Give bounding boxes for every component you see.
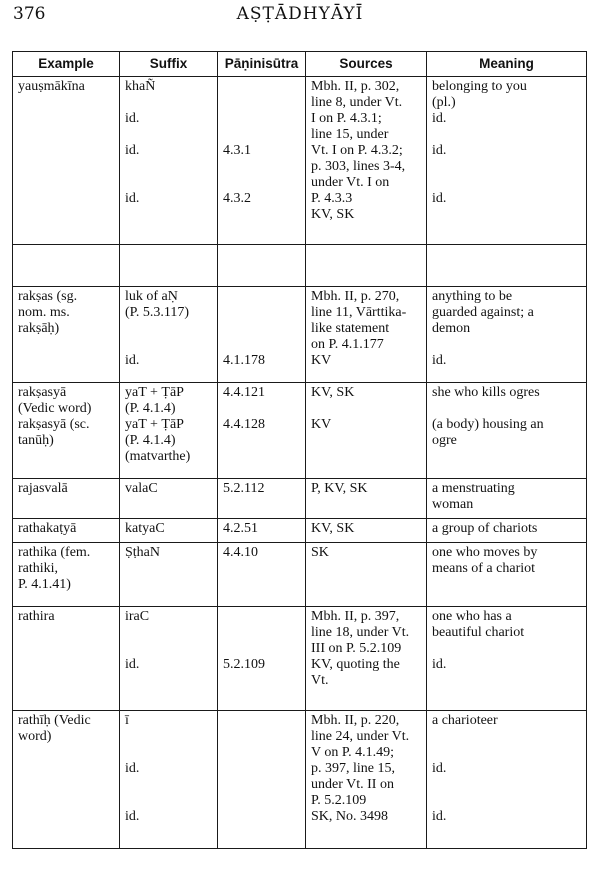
cell-line: rakṣas (sg. [18,289,78,304]
cell-line [125,159,212,175]
cell-line: (Vedic word) [18,401,92,416]
cell-meaning [427,77,587,245]
cell-line [223,321,300,337]
cell-meaning [427,519,587,543]
cell-sources [306,519,427,543]
cell-line: nom. ms. [18,305,70,320]
cell-example [13,479,120,519]
cell-line: Vt. I on P. 4.3.2; [311,143,403,158]
table-row [13,245,587,287]
cell-line: rathira [18,609,55,624]
cell-line: line 8, under Vt. [311,95,403,110]
cell-line [125,793,212,809]
cell-suffix [120,77,218,245]
cell-meaning [427,711,587,849]
cell-line: 4.4.10 [223,545,258,560]
cell-example [13,77,120,245]
cell-line: SK, No. 3498 [311,809,389,824]
cell-line: ṢṭhaN [125,545,160,560]
cell-line: id. [125,657,140,672]
cell-sutra [218,383,306,479]
cell-line [223,79,300,95]
cell-sutra [218,287,306,383]
cell-meaning [427,543,587,607]
cell-line: id. [125,761,140,776]
cell-line [125,745,212,761]
cell-line: (P. 5.3.117) [125,305,190,320]
running-title: AṢṬĀDHYĀYĪ [236,4,364,24]
cell-line [223,401,300,417]
cell-line: under Vt. I on [311,175,390,190]
cell-line: one who moves by [432,545,538,560]
cell-line: 4.3.2 [223,191,251,206]
cell-line [432,793,581,809]
cell-line [125,321,212,337]
table-row [13,77,587,245]
table-row [13,383,587,479]
column-header-sutra: Pāṇinisūtra [218,52,306,77]
cell-line [18,143,114,159]
cell-line: means of a chariot [432,561,536,576]
cell-line [18,159,114,175]
page-number: 376 [13,4,46,24]
table-row [13,711,587,849]
cell-line [223,95,300,111]
cell-line: Mbh. II, p. 397, [311,609,400,624]
cell-line [432,777,581,793]
cell-line: line 18, under Vt. [311,625,410,640]
cell-sutra [218,519,306,543]
cell-example [13,245,120,287]
cell-line: 4.1.178 [223,353,265,368]
cell-line [311,247,421,263]
cell-line: P. 5.2.109 [311,793,367,808]
cell-line: Mbh. II, p. 220, [311,713,400,728]
column-header-meaning: Meaning [427,52,587,77]
cell-line [223,127,300,143]
cell-line: 4.2.51 [223,521,258,536]
cell-line: iraC [125,609,150,624]
cell-sources [306,479,427,519]
table-row [13,543,587,607]
cell-line [432,159,581,175]
cell-line [18,247,114,263]
cell-line: id. [125,809,140,824]
table-row [13,287,587,383]
cell-line: id. [432,111,447,126]
cell-line: yaT + ṬāP [125,417,184,432]
cell-line: 4.4.128 [223,417,265,432]
cell-line: id. [432,761,447,776]
cell-line [18,337,114,353]
cell-line: p. 303, lines 3-4, [311,159,406,174]
cell-suffix [120,519,218,543]
cell-line: P. 4.1.41) [18,577,71,592]
cell-line [311,401,421,417]
cell-line: P, KV, SK [311,481,368,496]
cell-line: katyaC [125,521,165,536]
cell-line: id. [432,809,447,824]
table-row [13,519,587,543]
cell-line: id. [432,353,447,368]
cell-line: a charioteer [432,713,498,728]
cell-line: (P. 4.1.4) [125,401,176,416]
table-row [13,607,587,711]
cell-line: yauṣmākīna [18,79,85,94]
table-row [13,479,587,519]
table-header-row [13,52,587,77]
cell-line: 5.2.112 [223,481,265,496]
cell-example [13,383,120,479]
cell-line: she who kills ogres [432,385,540,400]
cell-line [432,641,581,657]
cell-line [432,247,581,263]
cell-line: on P. 4.1.177 [311,337,384,352]
cell-line: (pl.) [432,95,456,110]
cell-example [13,543,120,607]
cell-line: rakṣāḥ) [18,321,60,336]
cell-sources [306,711,427,849]
cell-sources [306,383,427,479]
cell-line: SK [311,545,329,560]
cell-line: KV, quoting the [311,657,400,672]
cell-line [125,247,212,263]
suffix-table [12,51,587,849]
cell-line: 4.4.121 [223,385,265,400]
cell-line [223,111,300,127]
cell-line: valaC [125,481,158,496]
cell-line [125,625,212,641]
cell-line [125,641,212,657]
cell-line: belonging to you [432,79,527,94]
cell-line: Mbh. II, p. 302, [311,79,400,94]
cell-line: ogre [432,433,457,448]
cell-line [125,95,212,111]
cell-line: (P. 4.1.4) [125,433,176,448]
cell-line: a menstruating [432,481,515,496]
cell-line: anything to be [432,289,513,304]
cell-line: ī [125,713,129,728]
column-header-suffix: Suffix [120,52,218,77]
cell-meaning [427,479,587,519]
cell-line [432,729,581,745]
cell-sources [306,543,427,607]
cell-line [223,247,300,263]
cell-line [432,175,581,191]
cell-line [125,337,212,353]
cell-line [125,175,212,191]
cell-suffix [120,711,218,849]
cell-sutra [218,245,306,287]
cell-line: rathīḥ (Vedic [18,713,91,728]
cell-line [223,175,300,191]
cell-line: III on P. 5.2.109 [311,641,402,656]
cell-line: line 24, under Vt. [311,729,410,744]
cell-sources [306,287,427,383]
cell-line: id. [125,353,140,368]
cell-sutra [218,711,306,849]
cell-line: P. 4.3.3 [311,191,353,206]
cell-line: under Vt. II on [311,777,394,792]
cell-sutra [218,479,306,519]
cell-line: rathakaṭyā [18,521,77,536]
cell-sutra [218,607,306,711]
cell-line [18,127,114,143]
cell-sutra [218,543,306,607]
cell-line: khaÑ [125,79,156,94]
cell-sources [306,77,427,245]
cell-line: KV, SK [311,385,355,400]
cell-suffix [120,383,218,479]
cell-line: KV [311,353,332,368]
cell-line: Mbh. II, p. 270, [311,289,400,304]
cell-example [13,519,120,543]
cell-line: demon [432,321,471,336]
cell-line [125,777,212,793]
cell-line: p. 397, line 15, [311,761,395,776]
cell-line: rakṣasyā [18,385,67,400]
cell-line: 5.2.109 [223,657,265,672]
cell-line: id. [432,657,447,672]
cell-sources [306,245,427,287]
cell-meaning [427,607,587,711]
table-body [13,77,587,849]
cell-line: id. [432,143,447,158]
cell-sutra [218,77,306,245]
cell-line [18,95,114,111]
cell-line [18,111,114,127]
cell-line: tanūḥ) [18,433,54,448]
cell-line: yaT + ṬāP [125,385,184,400]
cell-line [223,289,300,305]
cell-line: rathiki, [18,561,59,576]
cell-suffix [120,245,218,287]
cell-line [223,337,300,353]
cell-sources [306,607,427,711]
cell-line: id. [125,111,140,126]
cell-line [432,337,581,353]
cell-line: a group of chariots [432,521,538,536]
cell-line: line 11, Vārttika- [311,305,407,320]
cell-line [223,641,300,657]
cell-example [13,607,120,711]
cell-line: KV, SK [311,521,355,536]
cell-line [18,353,114,369]
cell-line: rakṣasyā (sc. [18,417,90,432]
cell-line [223,625,300,641]
cell-line: (a body) housing an [432,417,544,432]
cell-line [223,609,300,625]
cell-suffix [120,287,218,383]
cell-line: woman [432,497,474,512]
cell-line: one who has a [432,609,512,624]
cell-line: I on P. 4.3.1; [311,111,382,126]
cell-line: rajasvalā [18,481,68,496]
cell-line: Vt. [311,673,329,688]
cell-line: like statement [311,321,390,336]
cell-line [432,127,581,143]
cell-suffix [120,479,218,519]
cell-line [223,305,300,321]
cell-line: guarded against; a [432,305,534,320]
cell-line: word) [18,729,52,744]
cell-suffix [120,607,218,711]
cell-suffix [120,543,218,607]
cell-line: KV, SK [311,207,355,222]
cell-example [13,711,120,849]
cell-line [432,745,581,761]
cell-line: 4.3.1 [223,143,251,158]
cell-line: rathika (fem. [18,545,91,560]
cell-line [18,175,114,191]
cell-example [13,287,120,383]
cell-line: line 15, under [311,127,389,142]
cell-line: V on P. 4.1.49; [311,745,394,760]
cell-line: (matvarthe) [125,449,191,464]
cell-line: id. [125,143,140,158]
cell-line: beautiful chariot [432,625,525,640]
column-header-sources: Sources [306,52,427,77]
cell-meaning [427,383,587,479]
cell-line [18,191,114,207]
cell-line [125,729,212,745]
cell-line: id. [432,191,447,206]
cell-line [432,401,581,417]
cell-line [223,159,300,175]
column-header-example: Example [13,52,120,77]
cell-line: luk of aṆ [125,289,178,304]
cell-line: KV [311,417,332,432]
cell-line: id. [125,191,140,206]
cell-meaning [427,245,587,287]
cell-line [125,127,212,143]
cell-meaning [427,287,587,383]
cell-line [223,713,300,729]
